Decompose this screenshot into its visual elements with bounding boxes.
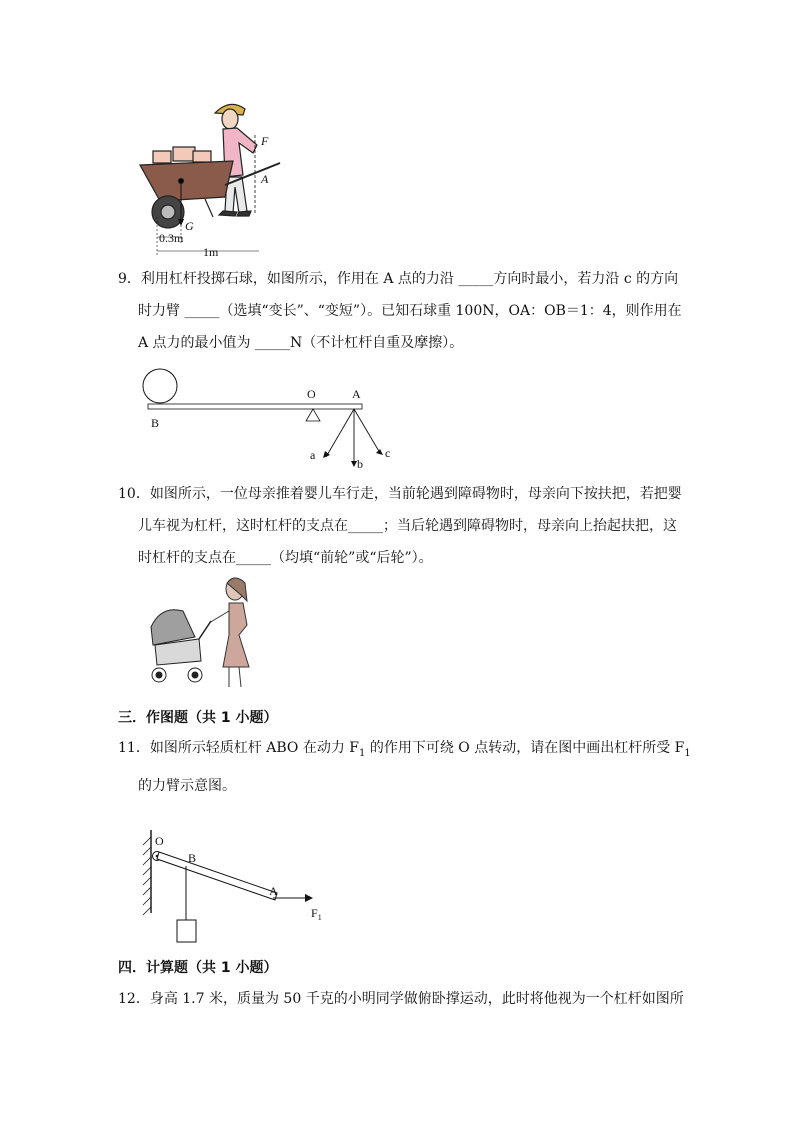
abo-label-f-main: F (311, 906, 318, 920)
mother-drawing (209, 578, 249, 687)
question-11 (118, 732, 691, 802)
label-b: B (151, 416, 160, 430)
fulcrum-triangle (306, 409, 320, 421)
q10-line3: 时杠杆的支点在_____（均填“前轮”或“后轮”）。 (138, 550, 433, 566)
label-a: A (352, 387, 361, 401)
stroller-figure (143, 575, 253, 690)
question-10 (118, 478, 682, 574)
q12-line1: 12．身高 1.7 米，质量为 50 千克的小明同学做俯卧撑运动，此时将他视为一个杠杆如图所 (118, 991, 684, 1007)
q10-line2: 儿车视为杠杆，这时杠杆的支点在_____；当后轮遇到障碍物时，母亲向上抬起扶把，这 (138, 518, 677, 534)
q11-line1-pre: 11．如图所示轻质杠杆 ABO 在动力 F (118, 740, 360, 756)
abo-label-b: B (188, 851, 197, 865)
barrow-drawing (140, 147, 280, 228)
q9-line3: A 点力的最小值为 _____N（不计杠杆自重及摩擦）。 (138, 335, 464, 351)
abo-label-f (311, 906, 322, 922)
dim-short-label: 0.3m (159, 231, 184, 245)
q11-line1 (118, 732, 691, 770)
question-9 (118, 263, 682, 359)
q9-line2: 时力臂 _____（选填“变长”、“变短”）。已知石球重 100N，OA：OB＝1：4，则作用在 (138, 303, 682, 319)
abo-lever-figure (135, 825, 345, 947)
label-dir-a: a (310, 448, 316, 462)
hanging-weight (177, 920, 196, 942)
abo-label-f-sub: 1 (317, 913, 322, 922)
q9-line1: 9．利用杠杆投掷石球，如图所示，作用在 A 点的力沿 _____方向时最小，若力沿 c 的方向 (118, 271, 679, 287)
q11-sub2: 1 (684, 747, 691, 759)
gravity-label: G (185, 219, 194, 233)
stroller-drawing (151, 610, 211, 682)
worker-drawing (215, 104, 257, 216)
force-label: F (261, 134, 269, 148)
stone-ball (143, 369, 177, 403)
question-12 (118, 983, 684, 1015)
abo-lever-bar (157, 852, 277, 900)
section-4-heading: 四．计算题（共 1 小题） (118, 960, 278, 976)
q11-line1-post: 的作用下可绕 O 点转动，请在图中画出杠杆所受 F (365, 740, 685, 756)
label-o: O (307, 387, 316, 401)
q11-line2: 的力臂示意图。 (138, 777, 236, 794)
point-a-label: A (261, 172, 269, 186)
abo-label-o: O (155, 834, 164, 848)
label-dir-b: b (357, 457, 363, 471)
section-3-heading: 三．作图题（共 1 小题） (118, 710, 278, 726)
lever-bar (148, 404, 362, 409)
q11-sub1: 1 (359, 747, 366, 759)
abo-label-a: A (269, 884, 278, 898)
wheelbarrow-figure (135, 95, 295, 260)
lever-figure (140, 365, 400, 475)
dim-long-label: 1m (203, 245, 219, 259)
label-dir-c: c (385, 446, 391, 460)
q10-line1: 10．如图所示，一位母亲推着婴儿车行走，当前轮遇到障碍物时，母亲向下按扶把，若把婴 (118, 486, 682, 502)
